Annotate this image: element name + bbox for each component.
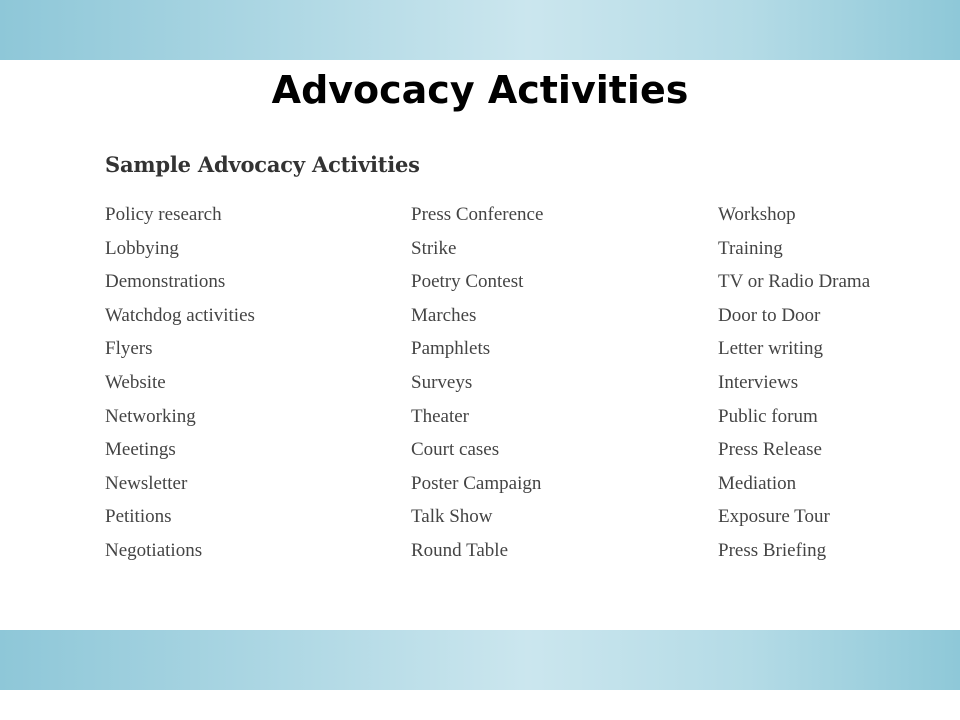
list-item: Negotiations (105, 539, 203, 561)
list-item: Press Briefing (718, 539, 827, 561)
slide-title: Advocacy Activities (271, 68, 689, 112)
list-item: Pamphlets (411, 338, 491, 360)
list-item: Flyers (105, 338, 153, 360)
list-item: Surveys (411, 371, 473, 393)
list-item: Exposure Tour (718, 506, 830, 528)
list-item: Letter writing (718, 338, 823, 360)
list-item: Theater (411, 405, 470, 427)
bottom-decorative-band (0, 630, 960, 690)
activities-heading: Sample Advocacy Activities (105, 152, 420, 177)
list-item: Press Release (718, 439, 822, 461)
list-item: Talk Show (411, 506, 493, 528)
list-item: Poster Campaign (411, 472, 542, 494)
activities-column-2 (411, 200, 543, 570)
list-item: Door to Door (718, 304, 821, 326)
top-decorative-band (0, 0, 960, 60)
list-item: Demonstrations (105, 271, 226, 293)
list-item: Lobbying (105, 237, 179, 259)
list-item: Interviews (718, 371, 799, 393)
list-item: Poetry Contest (411, 271, 524, 293)
list-item: Round Table (411, 539, 509, 561)
list-item: Press Conference (411, 204, 544, 225)
list-item: Training (718, 237, 783, 259)
list-item: Meetings (105, 439, 176, 461)
list-item: Networking (105, 405, 196, 427)
activities-column-3 (718, 200, 870, 570)
list-item: Marches (411, 304, 477, 326)
activities-column-1 (105, 200, 255, 570)
list-item: Policy research (105, 204, 222, 225)
list-item: Workshop (718, 204, 796, 225)
list-item: Watchdog activities (105, 304, 255, 326)
list-item: Petitions (105, 506, 172, 528)
list-item: Strike (411, 237, 457, 259)
list-item: Public forum (718, 405, 818, 427)
list-item: Mediation (718, 472, 797, 494)
list-item: Court cases (411, 439, 500, 461)
list-item: Newsletter (105, 472, 188, 494)
list-item: Website (105, 371, 166, 393)
list-item: TV or Radio Drama (718, 271, 871, 293)
